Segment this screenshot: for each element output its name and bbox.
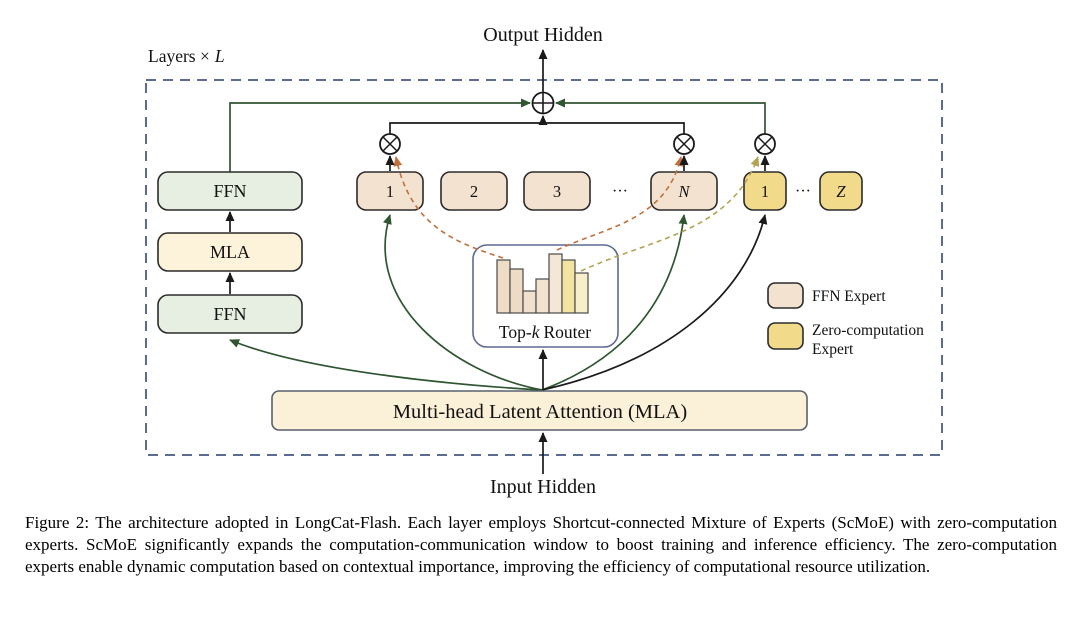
router-bar (536, 279, 549, 313)
router-bar (523, 291, 536, 313)
zero-experts-ellipsis: ··· (795, 183, 811, 200)
zero-expert-z-label: Z (836, 182, 846, 201)
mla-main-label: Multi-head Latent Attention (MLA) (392, 401, 688, 423)
gate-sum-bus (390, 123, 684, 135)
mla-small-label: MLA (210, 242, 250, 262)
ffn-expert-3-label: 3 (552, 182, 562, 201)
gate-node-expertN-icon (674, 134, 694, 154)
output-hidden-label: Output Hidden (483, 24, 603, 46)
legend-ffn-expert-swatch (768, 283, 803, 308)
router-bar (575, 273, 588, 313)
ffn-expert-1-label: 1 (385, 182, 395, 201)
topk-router-label: Top-k Router (498, 322, 592, 342)
ffn-bottom-label: FFN (213, 304, 247, 324)
router-bar (497, 260, 510, 313)
shortcut-line-right (556, 103, 765, 135)
legend-zero-expert-label-line1: Zero-computation (812, 322, 924, 339)
legend-zero-expert-swatch (768, 323, 803, 349)
router-bar (549, 254, 562, 313)
legend-zero-expert-label-line2: Expert (812, 341, 854, 358)
gate-node-zero-expert-icon (755, 134, 775, 154)
router-bar (510, 269, 523, 313)
ffn-experts-ellipsis: ··· (612, 183, 628, 200)
input-hidden-label: Input Hidden (489, 476, 597, 498)
figure-caption: Figure 2: The architecture adopted in LongCat-Flash. Each layer employs Shortcut-connected Mixture of Experts (ScMoE) with zero-computation experts. ScMoE significantly expands the computation-communication window to boost training and inference efficiency. The zero-computation experts enable dynamic computation based on contextual importance, improving the efficiency of computational resource utilization. (25, 513, 1057, 576)
layers-label: Layers × L (148, 46, 225, 66)
legend-ffn-expert-label: FFN Expert (812, 288, 886, 305)
ffn-expert-n-label: N (678, 182, 690, 201)
ffn-top-label: FFN (213, 181, 247, 201)
shortcut-line-left (230, 103, 530, 173)
router-bar (562, 260, 575, 313)
ffn-expert-2-label: 2 (469, 182, 479, 201)
sum-node-icon (533, 93, 554, 114)
gate-node-expert1-icon (380, 134, 400, 154)
zero-expert-1-label: 1 (760, 182, 770, 201)
